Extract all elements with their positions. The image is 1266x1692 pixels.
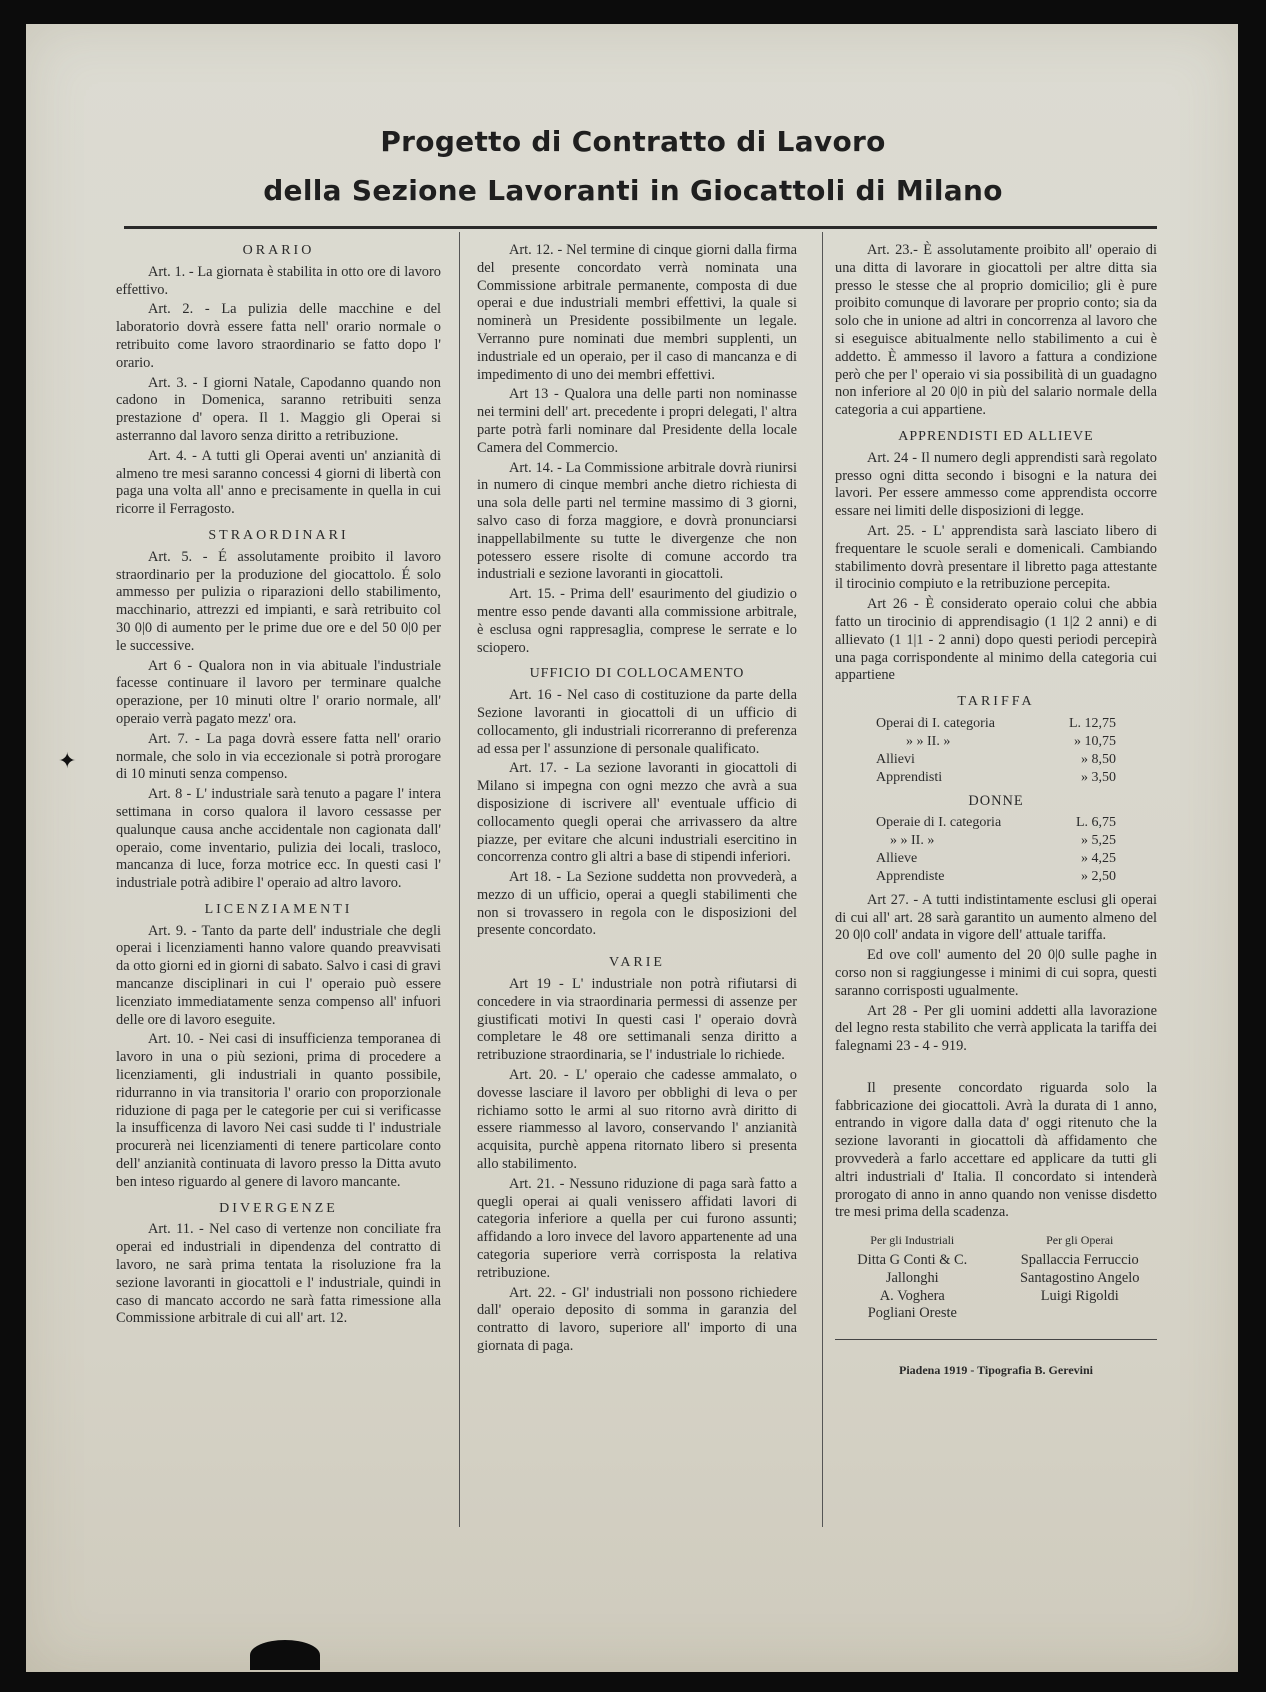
tariff-row: Apprendiste » 2,50 <box>876 868 1116 884</box>
heading-ufficio: UFFICIO DI COLLOCAMENTO <box>529 666 745 682</box>
article-16: Art. 16 - Nel caso di costituzione da parte della Sezione lavoranti in giocattoli di un ufficio di collocamento, gli industriali ricorreranno di preferenza ad essa per l' assunzione di personale qualificato. <box>477 687 797 757</box>
paper-tear <box>250 1640 320 1670</box>
article-15: Art. 15. - Prima dell' esaurimento del giudizio o mentre esso pende davanti alla commissione arbitrale, è esclusa ogni rappresaglia, comprese le serrate e lo sciopero. <box>477 586 797 656</box>
signatures-operai <box>1002 1232 1157 1323</box>
article-24: Art. 24 - Il numero degli apprendisti sarà regolato presso ogni ditta secondo i bisogni e la natura dei lavori. Per essere ammesso come apprendista occorre essare nei limiti delle disposizioni di legge. <box>835 449 1157 520</box>
tariff-row: Apprendisti » 3,50 <box>876 769 1116 785</box>
article-9: Art. 9. - Tanto da parte dell' industriale che degli operai i licenziamenti hanno valore quando preavvisati da otto giorni ed in giorni di sabato. Salvo i casi di gravi mancanze disciplinari in cui l' operaio può essere licenziato immediatamente senza compenso all' infuori delle ore di lavoro eseguite. <box>116 922 441 1028</box>
tariff-row: » » II. » » 5,25 <box>890 832 1116 848</box>
heading-divergenze: DIVERGENZE <box>219 1200 338 1216</box>
article-17: Art. 17. - La sezione lavoranti in giocattoli di Milano si impegna con ogni mezzo che avrà a sua disposizione di iscrivere all' eventuale ufficio di collocamento quegli operai che arrivassero da altre piazze, per evitare che alcuni industriali esercitino in concorrenza contro gli altri a base di stipendi inferiori. <box>477 760 797 866</box>
signatures-industriali <box>835 1232 990 1323</box>
article-28: Art 28 - Per gli uomini addetti alla lavorazione del legno resta stabilito che verrà applicata la tariffa dei falegnami 23 - 4 - 919. <box>835 1002 1157 1055</box>
printer-footer: Piadena 1919 - Tipografia B. Gerevini <box>898 1363 1093 1378</box>
tariff-row: Operaie di I. categoria L. 6,75 <box>876 814 1116 830</box>
article-13: Art 13 - Qualora una delle parti non nominasse nei termini dell' art. precedente i propri delegati, l' altra parte potrà farli nominare dal Presidente della locale Camera del Commercio. <box>477 386 797 456</box>
signature-heading: Per gli Operai <box>1046 1233 1114 1248</box>
signature-name: Spallaccia Ferruccio <box>1020 1252 1139 1269</box>
article-12: Art. 12. - Nel termine di cinque giorni dalla firma del presente concordato verrà nominata una Commissione arbitrale permanente, composta di due operai e due industriali membri effettivi, la quale si nominerà un Presidente possibilmente un legale. Verranno pure nominati due membri supplenti, un industriale ed un operaio, per il caso di mancanza e di impedimento di uno dei membri effettivi. <box>477 242 797 383</box>
article-19: Art 19 - L' industriale non potrà rifiutarsi di concedere in via straordinaria permessi di assenze per giustificati motivi In questi casi l' operaio dovrà completare le 48 ore settimanali senza diritto a retribuzione straordinaria, se l' industriale lo richiede. <box>477 976 797 1064</box>
title-line-2: della Sezione Lavoranti in Giocattoli di Milano <box>263 174 1003 207</box>
ink-blot-icon: ✦ <box>58 748 77 773</box>
article-10: Art. 10. - Nei casi di insufficienza temporanea di lavoro in una o più sezioni, prima di procedere a licenziamenti, gli industriali in quanto possibile, ridurranno in via transitoria l' orario con proporzionale riduzione di paga per le categorie per cui si verificasse la insufficenza di lavoro Nei casi sudde ti l' industriale procurerà nei licenziamenti di tenere particolare conto dell' anzianità continuata di lavoro presso la Ditta avuto ben inteso riguardo al genere di lavoro mancante. <box>116 1031 441 1190</box>
column-2 <box>477 242 797 1358</box>
heading-apprendisti: APPRENDISTI ED ALLIEVE <box>898 428 1094 444</box>
article-21: Art. 21. - Nessuno riduzione di paga sarà fatto a quegli operai ai quali venissero affidati lavori di categoria inferiore a quella per cui furono assunti; affidando a loro invece del lavoro appartenente ad una categoria superiore verrà corrisposta la relativa retribuzione. <box>477 1175 797 1281</box>
column-1 <box>116 242 441 1330</box>
article-18: Art 18. - La Sezione suddetta non provvederà, a mezzo di un ufficio, operai a quegli stabilimenti che non si trovassero in regola con le disposizioni del presente concordato. <box>477 869 797 939</box>
signature-name: Santagostino Angelo <box>1019 1269 1140 1286</box>
heading-tariffa: TARIFFA <box>957 694 1035 710</box>
article-23: Art. 23.- È assolutamente proibito all' operaio di una ditta di lavorare in giocattoli per altre ditta sia presso le stesse che al proprio domicilio; gli è pure proibito comunque di lavorare per proprio conto; sia da solo che in unione ad altri in concorrenza al lavoro che si eseguisce abitualmente nello stabilimento a cui è addetto. È ammesso il lavoro a fattura a condizione però che per l' operaio vi sia possibilità di un guadagno non inferiore al 20 0|0 in più del salario normale della categoria a cui appartiene. <box>835 242 1157 419</box>
title-rule <box>124 226 1157 229</box>
heading-straordinari: STRAORDINARI <box>208 527 349 543</box>
column-divider-2 <box>822 232 823 1527</box>
article-22: Art. 22. - Gl' industriali non possono richiedere dall' operaio deposito di somma in garanzia del contratto di lavoro, superiore all' importo di una giornata di paga. <box>477 1284 797 1355</box>
article-2: Art. 2. - La pulizia delle macchine e del laboratorio dovrà essere fatta nell' orario normale o retribuito come lavoro straordinario se fatto dopo l' orario. <box>116 301 441 371</box>
signature-name: Luigi Rigoldi <box>1040 1287 1119 1304</box>
title-line-1: Progetto di Contratto di Lavoro <box>380 125 886 158</box>
column-3 <box>835 242 1157 1380</box>
tariff-table-men <box>876 715 1116 787</box>
article-3: Art. 3. - I giorni Natale, Capodanno quando non cadono in Domenica, saranno retribuiti senza prestazione d' opera. Il 1. Maggio gli Operai si asterranno dal lavoro senza diritto a retribuzione. <box>116 374 441 444</box>
article-7: Art. 7. - La paga dovrà essere fatta nell' orario normale, che solo in via eccezionale si potrà prorogare di 10 minuti senza compenso. <box>116 730 441 783</box>
article-20: Art. 20. - L' operaio che cadesse ammalato, o dovesse lasciare il lavoro per obblighi di leva o per richiamo sotto le armi al suo ritorno avrà diritto di essere riammesso al lavoro, conservando l' anzianità acquisita, purchè appena ritornato libero si presenta allo stabilimento. <box>477 1067 797 1173</box>
signature-name: Jallonghi <box>885 1269 939 1286</box>
article-11: Art. 11. - Nel caso di vertenze non conciliate fra operai ed industriali in dipendenza del contratto di lavoro, ne sarà prima tentata la risoluzione fra la sezione lavoranti in giocattoli e l' industriale, quindi in caso di mancato accordo ne sarà fatta rimessione alla Commissione arbitrale di cui all' art. 12. <box>116 1221 441 1327</box>
signature-name: Ditta G Conti & C. <box>857 1252 968 1269</box>
article-4: Art. 4. - A tutti gli Operai aventi un' anzianità di almeno tre mesi saranno concessi 4 giorni di libertà con paga una volta all' anno e precisamente in quella in cui ricorre il Ferragosto. <box>116 447 441 518</box>
tariff-row: Allieve » 4,25 <box>876 850 1116 866</box>
article-26: Art 26 - È considerato operaio colui che abbia fatto un tirocinio di apprendisagio (1 1|2 2 anni) e di allievato (1 1|1 - 2 anni) dopo questi periodi percepirà una paga corrispondente al minimo della categoria cui appartiene <box>835 596 1157 684</box>
article-25: Art. 25. - L' apprendista sarà lasciato libero di frequentare le scuole serali e domenicali. Cambiando stabilimento dovrà presentare il libretto paga attestante il tirocinio compiuto e la retribuzione percepita. <box>835 522 1157 593</box>
heading-orario: ORARIO <box>242 243 315 258</box>
closing-paragraph: Il presente concordato riguarda solo la fabbricazione dei giocattoli. Avrà la durata di 1 anno, entrando in vigore dalla data d' oggi ritenuto che la sezione lavoranti in giocattoli dà affidamento che provvederà a farlo accettare ed applicare da tutti gli altri industriali d' Italia. Il concordato si intenderà prorogato di anno in anno quando non venisse disdetto tre mesi prima della scadenza. <box>835 1079 1157 1221</box>
article-1: Art. 1. - La giornata è stabilita in otto ore di lavoro effettivo. <box>116 263 441 298</box>
heading-donne: DONNE <box>968 792 1024 809</box>
article-6: Art 6 - Qualora non in via abituale l'industriale facesse continuare il lavoro per terminare qualche operazione, per 10 minuti oltre l' orario normale, all' operaio verrà pagato mezz' ora. <box>116 657 441 727</box>
column-divider-1 <box>459 232 460 1527</box>
tariff-row: Operai di I. categoria L. 12,75 <box>876 715 1116 731</box>
signature-name: Pogliani Oreste <box>867 1305 957 1322</box>
footer-rule <box>835 1339 1157 1340</box>
article-8: Art. 8 - L' industriale sarà tenuto a pagare l' intera settimana in corso qualora il lavoro cessasse per qualunque causa anche accidentale non cagionata dall' operaio, come inventario, pulizia dei locali, trasloco, mancanza di luce, forza motrice ecc. In questi casi l' industriale potrà adibire l' operaio ad altro lavoro. <box>116 786 441 892</box>
tariff-table-women <box>876 814 1116 886</box>
signature-name: A. Voghera <box>879 1287 945 1304</box>
signatures <box>835 1232 1157 1323</box>
tariff-row: Allievi » 8,50 <box>876 751 1116 767</box>
article-27-continued: Ed ove coll' aumento del 20 0|0 sulle paghe in corso non si raggiungesse i minimi di cui sopra, questi saranno corrisposti ugualmente. <box>835 947 1157 999</box>
article-27: Art 27. - A tutti indistintamente esclusi gli operai di cui all' art. 28 sarà garantito un aumento almeno del 20 0|0 coll' andata in vigore dell' attuale tariffa. <box>835 891 1157 944</box>
article-5: Art. 5. - É assolutamente proibito il lavoro straordinario per la produzione del giocattolo. É solo ammesso per pulizia o riparazioni dello stabilimento, macchinario, attrezzi ed impianti, e sarà retribuito col 30 0|0 di aumento per le prime due ore e del 50 0|0 per le successive. <box>116 548 441 654</box>
heading-varie: VARIE <box>609 955 665 971</box>
article-14: Art. 14. - La Commissione arbitrale dovrà riunirsi in numero di cinque membri anche dietro richiesta di una sola delle parti nel termine massimo di 3 giorni, salvo caso di forza maggiore, e dovrà pronunciarsi inappellabilmente su tutte le divergenze che non potessero essere risolte di comune accordo tra industriali e sezione lavoranti in giocattoli. <box>477 459 797 583</box>
heading-licenziamenti: LICENZIAMENTI <box>204 901 353 917</box>
signature-heading: Per gli Industriali <box>870 1233 955 1248</box>
tariff-row: » » II. » » 10,75 <box>906 733 1116 749</box>
